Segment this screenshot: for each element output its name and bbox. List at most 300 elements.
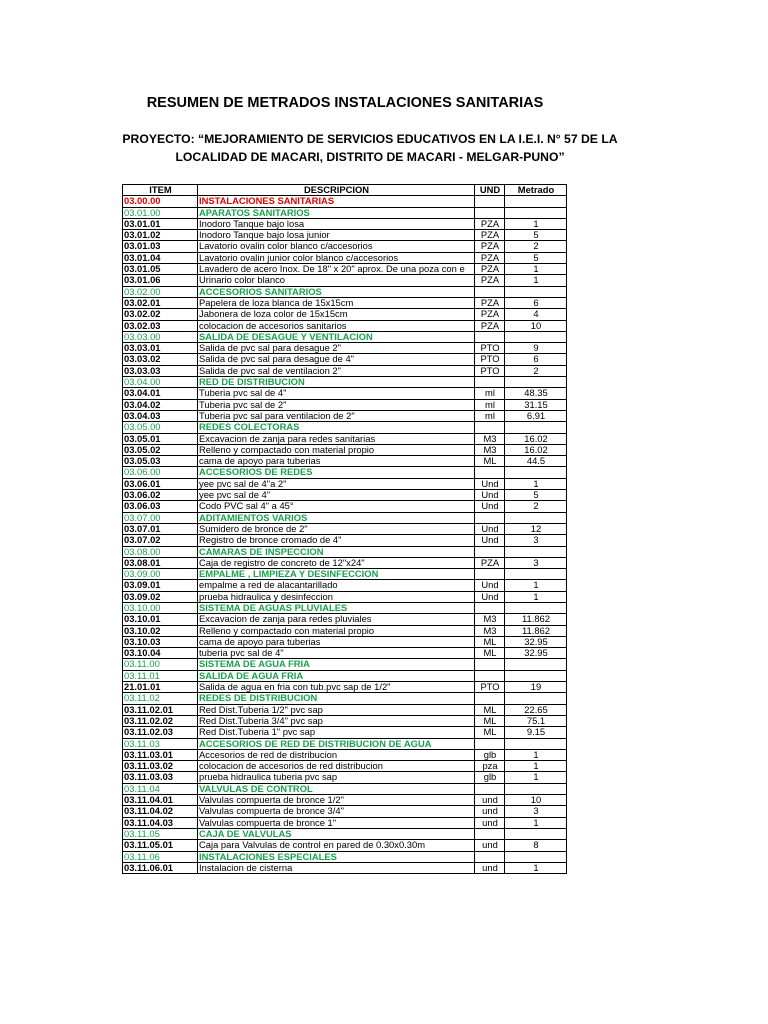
item-cell: 03.01.02 xyxy=(123,230,198,241)
metrado-cell: 1 xyxy=(505,218,567,229)
unit-cell: PTO xyxy=(475,354,505,365)
item-cell: 03.05.01 xyxy=(123,433,198,444)
item-cell: 03.01.01 xyxy=(123,218,198,229)
item-cell: 03.11.03.02 xyxy=(123,761,198,772)
table-row xyxy=(123,490,567,501)
item-cell: 03.06.03 xyxy=(123,501,198,512)
description-cell: colocacion de accesorios de red distribucion xyxy=(198,761,475,772)
description-cell: yee pvc sal de 4"a 2" xyxy=(198,478,475,489)
description-cell: tuberia pvc sal de 4" xyxy=(198,648,475,659)
table-row xyxy=(123,320,567,331)
section-row xyxy=(123,286,567,297)
item-cell: 03.05.00 xyxy=(123,422,198,433)
table-row xyxy=(123,727,567,738)
item-cell: 03.02.00 xyxy=(123,286,198,297)
table-row xyxy=(123,218,567,229)
description-cell: SALIDA DE AGUA FRIA xyxy=(198,670,475,681)
table-row xyxy=(123,715,567,726)
description-cell: Urinario color blanco xyxy=(198,275,475,286)
item-cell: 03.11.05.01 xyxy=(123,840,198,851)
section-row xyxy=(123,602,567,613)
table-row xyxy=(123,275,567,286)
metrado-cell: 2 xyxy=(505,501,567,512)
table-body xyxy=(123,196,567,874)
unit-cell xyxy=(475,828,505,839)
item-cell: 03.06.00 xyxy=(123,467,198,478)
metrado-cell: 11.862 xyxy=(505,625,567,636)
section-row xyxy=(123,659,567,670)
metrado-cell xyxy=(505,783,567,794)
description-cell: cama de apoyo para tuberias xyxy=(198,456,475,467)
table-row xyxy=(123,252,567,263)
metrado-cell: 1 xyxy=(505,817,567,828)
description-cell: Tuberia pvc sal de 4" xyxy=(198,388,475,399)
description-cell: SALIDA DE DESAGUE Y VENTILACION xyxy=(198,331,475,342)
section-row xyxy=(123,207,567,218)
item-cell: 03.07.00 xyxy=(123,512,198,523)
table-row xyxy=(123,557,567,568)
metrado-cell: 4 xyxy=(505,309,567,320)
table-row xyxy=(123,388,567,399)
item-cell: 03.03.02 xyxy=(123,354,198,365)
description-cell: Valvulas compuerta de bronce 1/2" xyxy=(198,795,475,806)
description-cell: prueba hidraulica tuberia pvc sap xyxy=(198,772,475,783)
description-cell: Accesorios de red de distribucion xyxy=(198,749,475,760)
unit-cell xyxy=(475,467,505,478)
item-cell: 03.00.00 xyxy=(123,196,198,207)
table-row xyxy=(123,365,567,376)
item-cell: 03.04.00 xyxy=(123,377,198,388)
unit-cell: und xyxy=(475,862,505,873)
section-row xyxy=(123,331,567,342)
table-row xyxy=(123,343,567,354)
table-row xyxy=(123,795,567,806)
description-cell: CAJA DE VALVULAS xyxy=(198,828,475,839)
item-cell: 03.08.00 xyxy=(123,546,198,557)
metrado-cell: 1 xyxy=(505,761,567,772)
item-cell: 03.10.00 xyxy=(123,602,198,613)
table-row xyxy=(123,399,567,410)
unit-cell: ML xyxy=(475,704,505,715)
item-cell: 03.11.02.03 xyxy=(123,727,198,738)
unit-cell: PZA xyxy=(475,218,505,229)
unit-cell: PZA xyxy=(475,252,505,263)
unit-cell xyxy=(475,670,505,681)
metrado-cell xyxy=(505,828,567,839)
metrado-cell: 6.91 xyxy=(505,410,567,421)
unit-cell: PZA xyxy=(475,275,505,286)
unit-cell: M3 xyxy=(475,444,505,455)
description-cell: INSTALACIONES ESPECIALES xyxy=(198,851,475,862)
metrado-cell xyxy=(505,196,567,207)
table-row xyxy=(123,682,567,693)
unit-cell: Und xyxy=(475,591,505,602)
table-row xyxy=(123,478,567,489)
unit-cell: ml xyxy=(475,399,505,410)
metrado-cell: 16.02 xyxy=(505,444,567,455)
table-header-row xyxy=(123,185,567,196)
item-cell: 03.10.04 xyxy=(123,648,198,659)
metrado-cell xyxy=(505,546,567,557)
unit-cell xyxy=(475,693,505,704)
unit-cell: Und xyxy=(475,501,505,512)
description-cell: Red Dist.Tuberia 3/4" pvc sap xyxy=(198,715,475,726)
description-cell: INSTALACIONES SANITARIAS xyxy=(198,196,475,207)
metrado-cell: 1 xyxy=(505,749,567,760)
unit-cell: und xyxy=(475,806,505,817)
unit-cell xyxy=(475,659,505,670)
item-cell: 03.11.04.01 xyxy=(123,795,198,806)
metrado-cell: 19 xyxy=(505,682,567,693)
description-cell: yee pvc sal de 4" xyxy=(198,490,475,501)
item-cell: 03.06.02 xyxy=(123,490,198,501)
unit-cell xyxy=(475,377,505,388)
unit-cell: und xyxy=(475,795,505,806)
item-cell: 03.06.01 xyxy=(123,478,198,489)
metrado-cell: 10 xyxy=(505,320,567,331)
unit-cell xyxy=(475,286,505,297)
item-cell: 03.09.02 xyxy=(123,591,198,602)
metrado-cell: 32.95 xyxy=(505,648,567,659)
header-und: UND xyxy=(475,185,505,196)
header-descripcion: DESCRIPCION xyxy=(198,185,475,196)
metrado-cell: 5 xyxy=(505,230,567,241)
metrado-cell: 1 xyxy=(505,264,567,275)
document-title: RESUMEN DE METRADOS INSTALACIONES SANITARIAS xyxy=(146,95,544,111)
item-cell: 03.09.00 xyxy=(123,569,198,580)
description-cell: APARATOS SANITARIOS xyxy=(198,207,475,218)
header-item: ITEM xyxy=(123,185,198,196)
table-row xyxy=(123,501,567,512)
metrado-cell xyxy=(505,512,567,523)
table-row xyxy=(123,523,567,534)
description-cell: Valvulas compuerta de bronce 3/4" xyxy=(198,806,475,817)
description-cell: ACCESORIOS SANITARIOS xyxy=(198,286,475,297)
metrado-cell: 10 xyxy=(505,795,567,806)
description-cell: Instalacion de cisterna xyxy=(198,862,475,873)
unit-cell xyxy=(475,512,505,523)
description-cell: Excavacion de zanja para redes pluviales xyxy=(198,614,475,625)
item-cell: 03.07.02 xyxy=(123,535,198,546)
unit-cell xyxy=(475,422,505,433)
metrado-cell: 8 xyxy=(505,840,567,851)
description-cell: colocacion de accesorios sanitarios xyxy=(198,320,475,331)
unit-cell: PZA xyxy=(475,230,505,241)
metrado-cell xyxy=(505,467,567,478)
item-cell: 03.11.02.01 xyxy=(123,704,198,715)
unit-cell: PTO xyxy=(475,682,505,693)
metrado-cell: 9 xyxy=(505,343,567,354)
description-cell: empalme a red de alacantarillado xyxy=(198,580,475,591)
item-cell: 03.07.01 xyxy=(123,523,198,534)
description-cell: ACCESORIOS DE RED DE DISTRIBUCION DE AGUA xyxy=(198,738,475,749)
section-row xyxy=(123,467,567,478)
table-row xyxy=(123,264,567,275)
metrado-cell xyxy=(505,422,567,433)
metrado-cell: 44.5 xyxy=(505,456,567,467)
table-row xyxy=(123,591,567,602)
item-cell: 03.11.00 xyxy=(123,659,198,670)
description-cell: RED DE DISTRIBUCION xyxy=(198,377,475,388)
table-row xyxy=(123,297,567,308)
description-cell: ACCESORIOS DE REDES xyxy=(198,467,475,478)
metrados-table xyxy=(122,184,567,874)
unit-cell: ML xyxy=(475,648,505,659)
item-cell: 03.01.05 xyxy=(123,264,198,275)
item-cell: 21.01.01 xyxy=(123,682,198,693)
item-cell: 03.05.03 xyxy=(123,456,198,467)
item-cell: 03.03.00 xyxy=(123,331,198,342)
description-cell: prueba hidraulica y desinfeccion xyxy=(198,591,475,602)
table-row xyxy=(123,817,567,828)
metrado-cell: 32.95 xyxy=(505,636,567,647)
description-cell: Inodoro Tanque bajo losa xyxy=(198,218,475,229)
description-cell: Tuberia pvc sal para ventilacion de 2" xyxy=(198,410,475,421)
unit-cell: M3 xyxy=(475,625,505,636)
metrado-cell: 48.35 xyxy=(505,388,567,399)
metrado-cell: 16.02 xyxy=(505,433,567,444)
item-cell: 03.03.01 xyxy=(123,343,198,354)
description-cell: CAMARAS DE INSPECCION xyxy=(198,546,475,557)
metrado-cell: 31.15 xyxy=(505,399,567,410)
table-row xyxy=(123,535,567,546)
table-row xyxy=(123,309,567,320)
section-row xyxy=(123,828,567,839)
item-cell: 03.11.01 xyxy=(123,670,198,681)
metrado-cell: 6 xyxy=(505,297,567,308)
table-row xyxy=(123,433,567,444)
table-row xyxy=(123,625,567,636)
metrado-cell: 1 xyxy=(505,478,567,489)
section-row xyxy=(123,693,567,704)
item-cell: 03.11.04 xyxy=(123,783,198,794)
unit-cell: ML xyxy=(475,636,505,647)
project-line-1: PROYECTO: “MEJORAMIENTO DE SERVICIOS EDUCATIVOS EN LA I.E.I. N° 57 DE LA xyxy=(122,132,618,146)
item-cell: 03.01.03 xyxy=(123,241,198,252)
item-cell: 03.01.00 xyxy=(123,207,198,218)
unit-cell xyxy=(475,602,505,613)
description-cell: VALVULAS DE CONTROL xyxy=(198,783,475,794)
project-line-2: LOCALIDAD DE MACARI, DISTRITO DE MACARI - MELGAR-PUNO” xyxy=(175,150,565,164)
item-cell: 03.05.02 xyxy=(123,444,198,455)
description-cell: Salida de pvc sal de ventilacion 2" xyxy=(198,365,475,376)
section-row xyxy=(123,569,567,580)
item-cell: 03.04.03 xyxy=(123,410,198,421)
description-cell: Jabonera de loza color de 15x15cm xyxy=(198,309,475,320)
metrado-cell: 6 xyxy=(505,354,567,365)
header-metrado: Metrado xyxy=(505,185,567,196)
metrado-cell: 3 xyxy=(505,557,567,568)
item-cell: 03.01.06 xyxy=(123,275,198,286)
item-cell: 03.10.01 xyxy=(123,614,198,625)
unit-cell: ml xyxy=(475,410,505,421)
description-cell: Valvulas compuerta de bronce 1" xyxy=(198,817,475,828)
item-cell: 03.01.04 xyxy=(123,252,198,263)
item-cell: 03.02.01 xyxy=(123,297,198,308)
item-cell: 03.02.02 xyxy=(123,309,198,320)
unit-cell xyxy=(475,738,505,749)
unit-cell: PZA xyxy=(475,264,505,275)
description-cell: SISTEMA DE AGUA FRIA xyxy=(198,659,475,670)
section-row xyxy=(123,738,567,749)
section-row xyxy=(123,512,567,523)
metrado-cell: 12 xyxy=(505,523,567,534)
description-cell: Lavatorio ovalin color blanco c/accesorios xyxy=(198,241,475,252)
description-cell: Caja para Valvulas de control en pared de 0.30x0.30m xyxy=(198,840,475,851)
table-row xyxy=(123,862,567,873)
description-cell: Salida de pvc sal para desague de 4" xyxy=(198,354,475,365)
section-row xyxy=(123,422,567,433)
description-cell: Inodoro Tanque bajo losa junior xyxy=(198,230,475,241)
metrado-cell: 5 xyxy=(505,252,567,263)
item-cell: 03.11.04.03 xyxy=(123,817,198,828)
section-row xyxy=(123,783,567,794)
metrado-cell: 11.862 xyxy=(505,614,567,625)
table-row xyxy=(123,840,567,851)
unit-cell: Und xyxy=(475,490,505,501)
table-row xyxy=(123,241,567,252)
section-row xyxy=(123,196,567,207)
metrado-cell xyxy=(505,693,567,704)
metrado-cell: 1 xyxy=(505,862,567,873)
metrado-cell: 1 xyxy=(505,591,567,602)
section-row xyxy=(123,377,567,388)
unit-cell: Und xyxy=(475,523,505,534)
description-cell: Red Dist.Tuberia 1/2" pvc sap xyxy=(198,704,475,715)
metrado-cell: 3 xyxy=(505,535,567,546)
table-row xyxy=(123,230,567,241)
metrado-cell: 75.1 xyxy=(505,715,567,726)
metrado-cell: 2 xyxy=(505,241,567,252)
item-cell: 03.03.03 xyxy=(123,365,198,376)
unit-cell: ML xyxy=(475,456,505,467)
description-cell: Papelera de loza blanca de 15x15cm xyxy=(198,297,475,308)
metrado-cell xyxy=(505,331,567,342)
section-row xyxy=(123,851,567,862)
item-cell: 03.11.06 xyxy=(123,851,198,862)
table-row xyxy=(123,456,567,467)
description-cell: Salida de pvc sal para desague 2" xyxy=(198,343,475,354)
unit-cell: und xyxy=(475,840,505,851)
metrado-cell: 3 xyxy=(505,806,567,817)
table-row xyxy=(123,806,567,817)
unit-cell xyxy=(475,783,505,794)
item-cell: 03.08.01 xyxy=(123,557,198,568)
metrado-cell xyxy=(505,286,567,297)
unit-cell xyxy=(475,851,505,862)
unit-cell: ML xyxy=(475,715,505,726)
item-cell: 03.02.03 xyxy=(123,320,198,331)
unit-cell: glb xyxy=(475,749,505,760)
table-row xyxy=(123,749,567,760)
metrado-cell xyxy=(505,602,567,613)
description-cell: Lavatorio ovalin junior color blanco c/accesorios xyxy=(198,252,475,263)
metrado-cell xyxy=(505,207,567,218)
unit-cell: PZA xyxy=(475,320,505,331)
item-cell: 03.10.02 xyxy=(123,625,198,636)
table-row xyxy=(123,636,567,647)
unit-cell: pza xyxy=(475,761,505,772)
table-row xyxy=(123,410,567,421)
unit-cell xyxy=(475,207,505,218)
description-cell: REDES COLECTORAS xyxy=(198,422,475,433)
description-cell: REDES DE DISTRIBUCION xyxy=(198,693,475,704)
item-cell: 03.11.03 xyxy=(123,738,198,749)
description-cell: EMPALME , LIMPIEZA Y DESINFECCION xyxy=(198,569,475,580)
section-row xyxy=(123,546,567,557)
table-row xyxy=(123,772,567,783)
table-row xyxy=(123,580,567,591)
table-row xyxy=(123,704,567,715)
section-row xyxy=(123,670,567,681)
metrado-cell xyxy=(505,851,567,862)
item-cell: 03.11.05 xyxy=(123,828,198,839)
item-cell: 03.11.02 xyxy=(123,693,198,704)
metrado-cell: 1 xyxy=(505,772,567,783)
unit-cell: ml xyxy=(475,388,505,399)
unit-cell xyxy=(475,569,505,580)
item-cell: 03.11.03.03 xyxy=(123,772,198,783)
metrado-cell: 1 xyxy=(505,580,567,591)
unit-cell: M3 xyxy=(475,433,505,444)
item-cell: 03.11.06.01 xyxy=(123,862,198,873)
table-row xyxy=(123,761,567,772)
metrado-cell xyxy=(505,377,567,388)
unit-cell: Und xyxy=(475,580,505,591)
unit-cell: und xyxy=(475,817,505,828)
metrado-cell: 2 xyxy=(505,365,567,376)
item-cell: 03.11.04.02 xyxy=(123,806,198,817)
description-cell: ADITAMIENTOS VARIOS xyxy=(198,512,475,523)
description-cell: Excavacion de zanja para redes sanitarias xyxy=(198,433,475,444)
table-row xyxy=(123,648,567,659)
metrado-cell: 9.15 xyxy=(505,727,567,738)
description-cell: Red Dist.Tuberia 1" pvc sap xyxy=(198,727,475,738)
table-row xyxy=(123,354,567,365)
item-cell: 03.04.01 xyxy=(123,388,198,399)
metrado-cell xyxy=(505,738,567,749)
description-cell: SISTEMA DE AGUAS PLUVIALES xyxy=(198,602,475,613)
table-row xyxy=(123,444,567,455)
description-cell: Codo PVC sal 4" a 45° xyxy=(198,501,475,512)
description-cell: Caja de registro de concreto de 12"x24" xyxy=(198,557,475,568)
unit-cell xyxy=(475,546,505,557)
description-cell: cama de apoyo para tuberias xyxy=(198,636,475,647)
unit-cell: M3 xyxy=(475,614,505,625)
metrado-cell: 5 xyxy=(505,490,567,501)
description-cell: Relleno y compactado con material propio xyxy=(198,625,475,636)
description-cell: Lavadero de acero Inox. De 18" x 20" aprox. De una poza con e xyxy=(198,264,475,275)
unit-cell: glb xyxy=(475,772,505,783)
item-cell: 03.10.03 xyxy=(123,636,198,647)
unit-cell: PZA xyxy=(475,241,505,252)
unit-cell: PTO xyxy=(475,365,505,376)
metrado-cell xyxy=(505,569,567,580)
description-cell: Tuberia pvc sal de 2" xyxy=(198,399,475,410)
unit-cell xyxy=(475,196,505,207)
unit-cell: PZA xyxy=(475,309,505,320)
unit-cell: PTO xyxy=(475,343,505,354)
table-row xyxy=(123,614,567,625)
unit-cell xyxy=(475,331,505,342)
metrado-cell xyxy=(505,659,567,670)
description-cell: Registro de bronce cromado de 4" xyxy=(198,535,475,546)
item-cell: 03.11.02.02 xyxy=(123,715,198,726)
unit-cell: Und xyxy=(475,535,505,546)
metrado-cell xyxy=(505,670,567,681)
item-cell: 03.04.02 xyxy=(123,399,198,410)
item-cell: 03.09.01 xyxy=(123,580,198,591)
